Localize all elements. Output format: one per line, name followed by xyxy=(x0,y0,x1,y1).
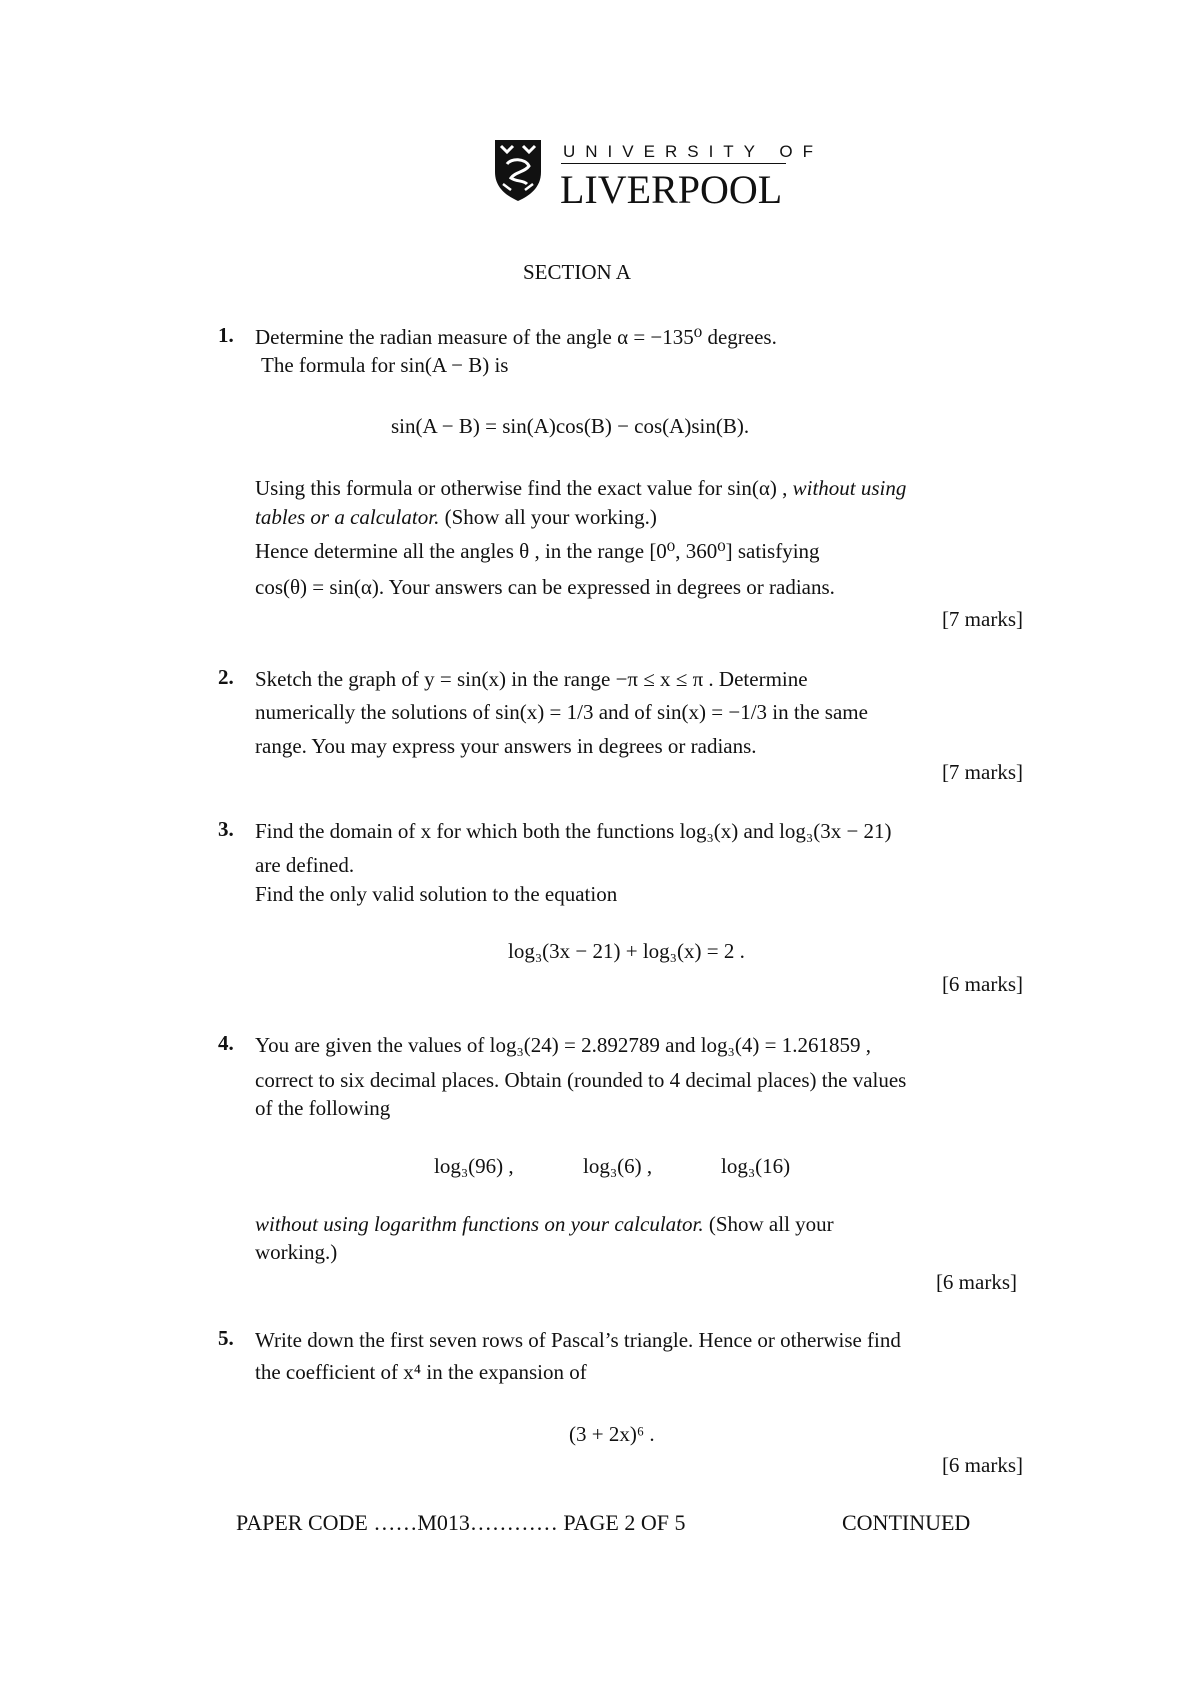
question-4-line-4-text: (Show all your xyxy=(708,1212,834,1236)
question-1-number: 1. xyxy=(218,323,234,347)
question-2-line-3: range. You may express your answers in degrees or radians. xyxy=(255,734,757,758)
question-4-expression-1: log₃(96) , xyxy=(434,1154,514,1178)
question-1-line-4 xyxy=(255,503,657,532)
university-name-main: LIVERPOOL xyxy=(560,167,783,212)
question-4-line-3: of the following xyxy=(255,1096,391,1120)
question-5-marks: [6 marks] xyxy=(941,1453,1023,1477)
question-4-marks: [6 marks] xyxy=(935,1270,1017,1294)
question-1-line-5: Hence determine all the angles θ , in the range [0⁰, 360⁰] satisfying xyxy=(255,539,820,563)
question-1-line-6: cos(θ) = sin(α). Your answers can be expressed in degrees or radians. xyxy=(255,575,835,599)
question-4-line-5: working.) xyxy=(255,1240,338,1264)
question-2-marks: [7 marks] xyxy=(941,760,1023,784)
footer-paper-code: PAPER CODE ……M013………… PAGE 2 OF 5 xyxy=(236,1510,686,1535)
question-3-marks: [6 marks] xyxy=(941,972,1023,996)
question-1-line-3 xyxy=(255,474,906,503)
question-2-number: 2. xyxy=(218,665,234,689)
question-3-line-1: Find the domain of x for which both the functions log₃(x) and log₃(3x − 21) xyxy=(255,819,892,843)
question-1-line-3-italic: without using xyxy=(792,476,907,500)
question-4-line-4 xyxy=(255,1210,834,1239)
question-3-line-2: are defined. xyxy=(255,853,355,877)
question-4-line-4-italic: without using logarithm functions on your calculator. xyxy=(255,1212,704,1236)
university-name-top: UNIVERSITY OF xyxy=(563,142,824,161)
question-4-line-1: You are given the values of log₃(24) = 2.892789 and log₃(4) = 1.261859 , xyxy=(255,1033,871,1057)
question-1-line-1: Determine the radian measure of the angle α = −135⁰ degrees. xyxy=(255,325,777,349)
university-crest-icon xyxy=(493,138,543,202)
question-4-expression-3: log₃(16) xyxy=(721,1154,791,1178)
footer-continued: CONTINUED xyxy=(842,1510,971,1535)
question-4-number: 4. xyxy=(218,1031,234,1055)
question-1-line-4-italic: tables or a calculator. xyxy=(255,505,440,529)
question-1-marks: [7 marks] xyxy=(941,607,1023,631)
question-5-line-2: the coefficient of x⁴ in the expansion of xyxy=(255,1360,587,1384)
question-1-formula: sin(A − B) = sin(A)cos(B) − cos(A)sin(B). xyxy=(391,414,750,438)
question-5-number: 5. xyxy=(218,1326,234,1350)
section-title: SECTION A xyxy=(523,260,631,284)
question-2-line-1: Sketch the graph of y = sin(x) in the range −π ≤ x ≤ π . Determine xyxy=(255,667,808,691)
question-5-formula: (3 + 2x)⁶ . xyxy=(569,1422,655,1446)
question-3-line-3: Find the only valid solution to the equation xyxy=(255,882,618,906)
question-1-line-2: The formula for sin(A − B) is xyxy=(261,353,509,377)
question-1-line-4-text: (Show all your working.) xyxy=(444,505,657,529)
question-5-line-1: Write down the first seven rows of Pascal’s triangle. Hence or otherwise find xyxy=(255,1328,901,1352)
question-3-number: 3. xyxy=(218,817,234,841)
question-1-line-3-text: Using this formula or otherwise find the exact value for sin(α) , xyxy=(255,476,788,500)
question-3-formula: log₃(3x − 21) + log₃(x) = 2 . xyxy=(508,939,745,963)
question-4-expression-2: log₃(6) , xyxy=(583,1154,653,1178)
question-4-line-2: correct to six decimal places. Obtain (rounded to 4 decimal places) the values xyxy=(255,1068,907,1092)
question-2-line-2: numerically the solutions of sin(x) = 1/3 and of sin(x) = −1/3 in the same xyxy=(255,700,868,724)
logo-divider xyxy=(561,163,786,164)
